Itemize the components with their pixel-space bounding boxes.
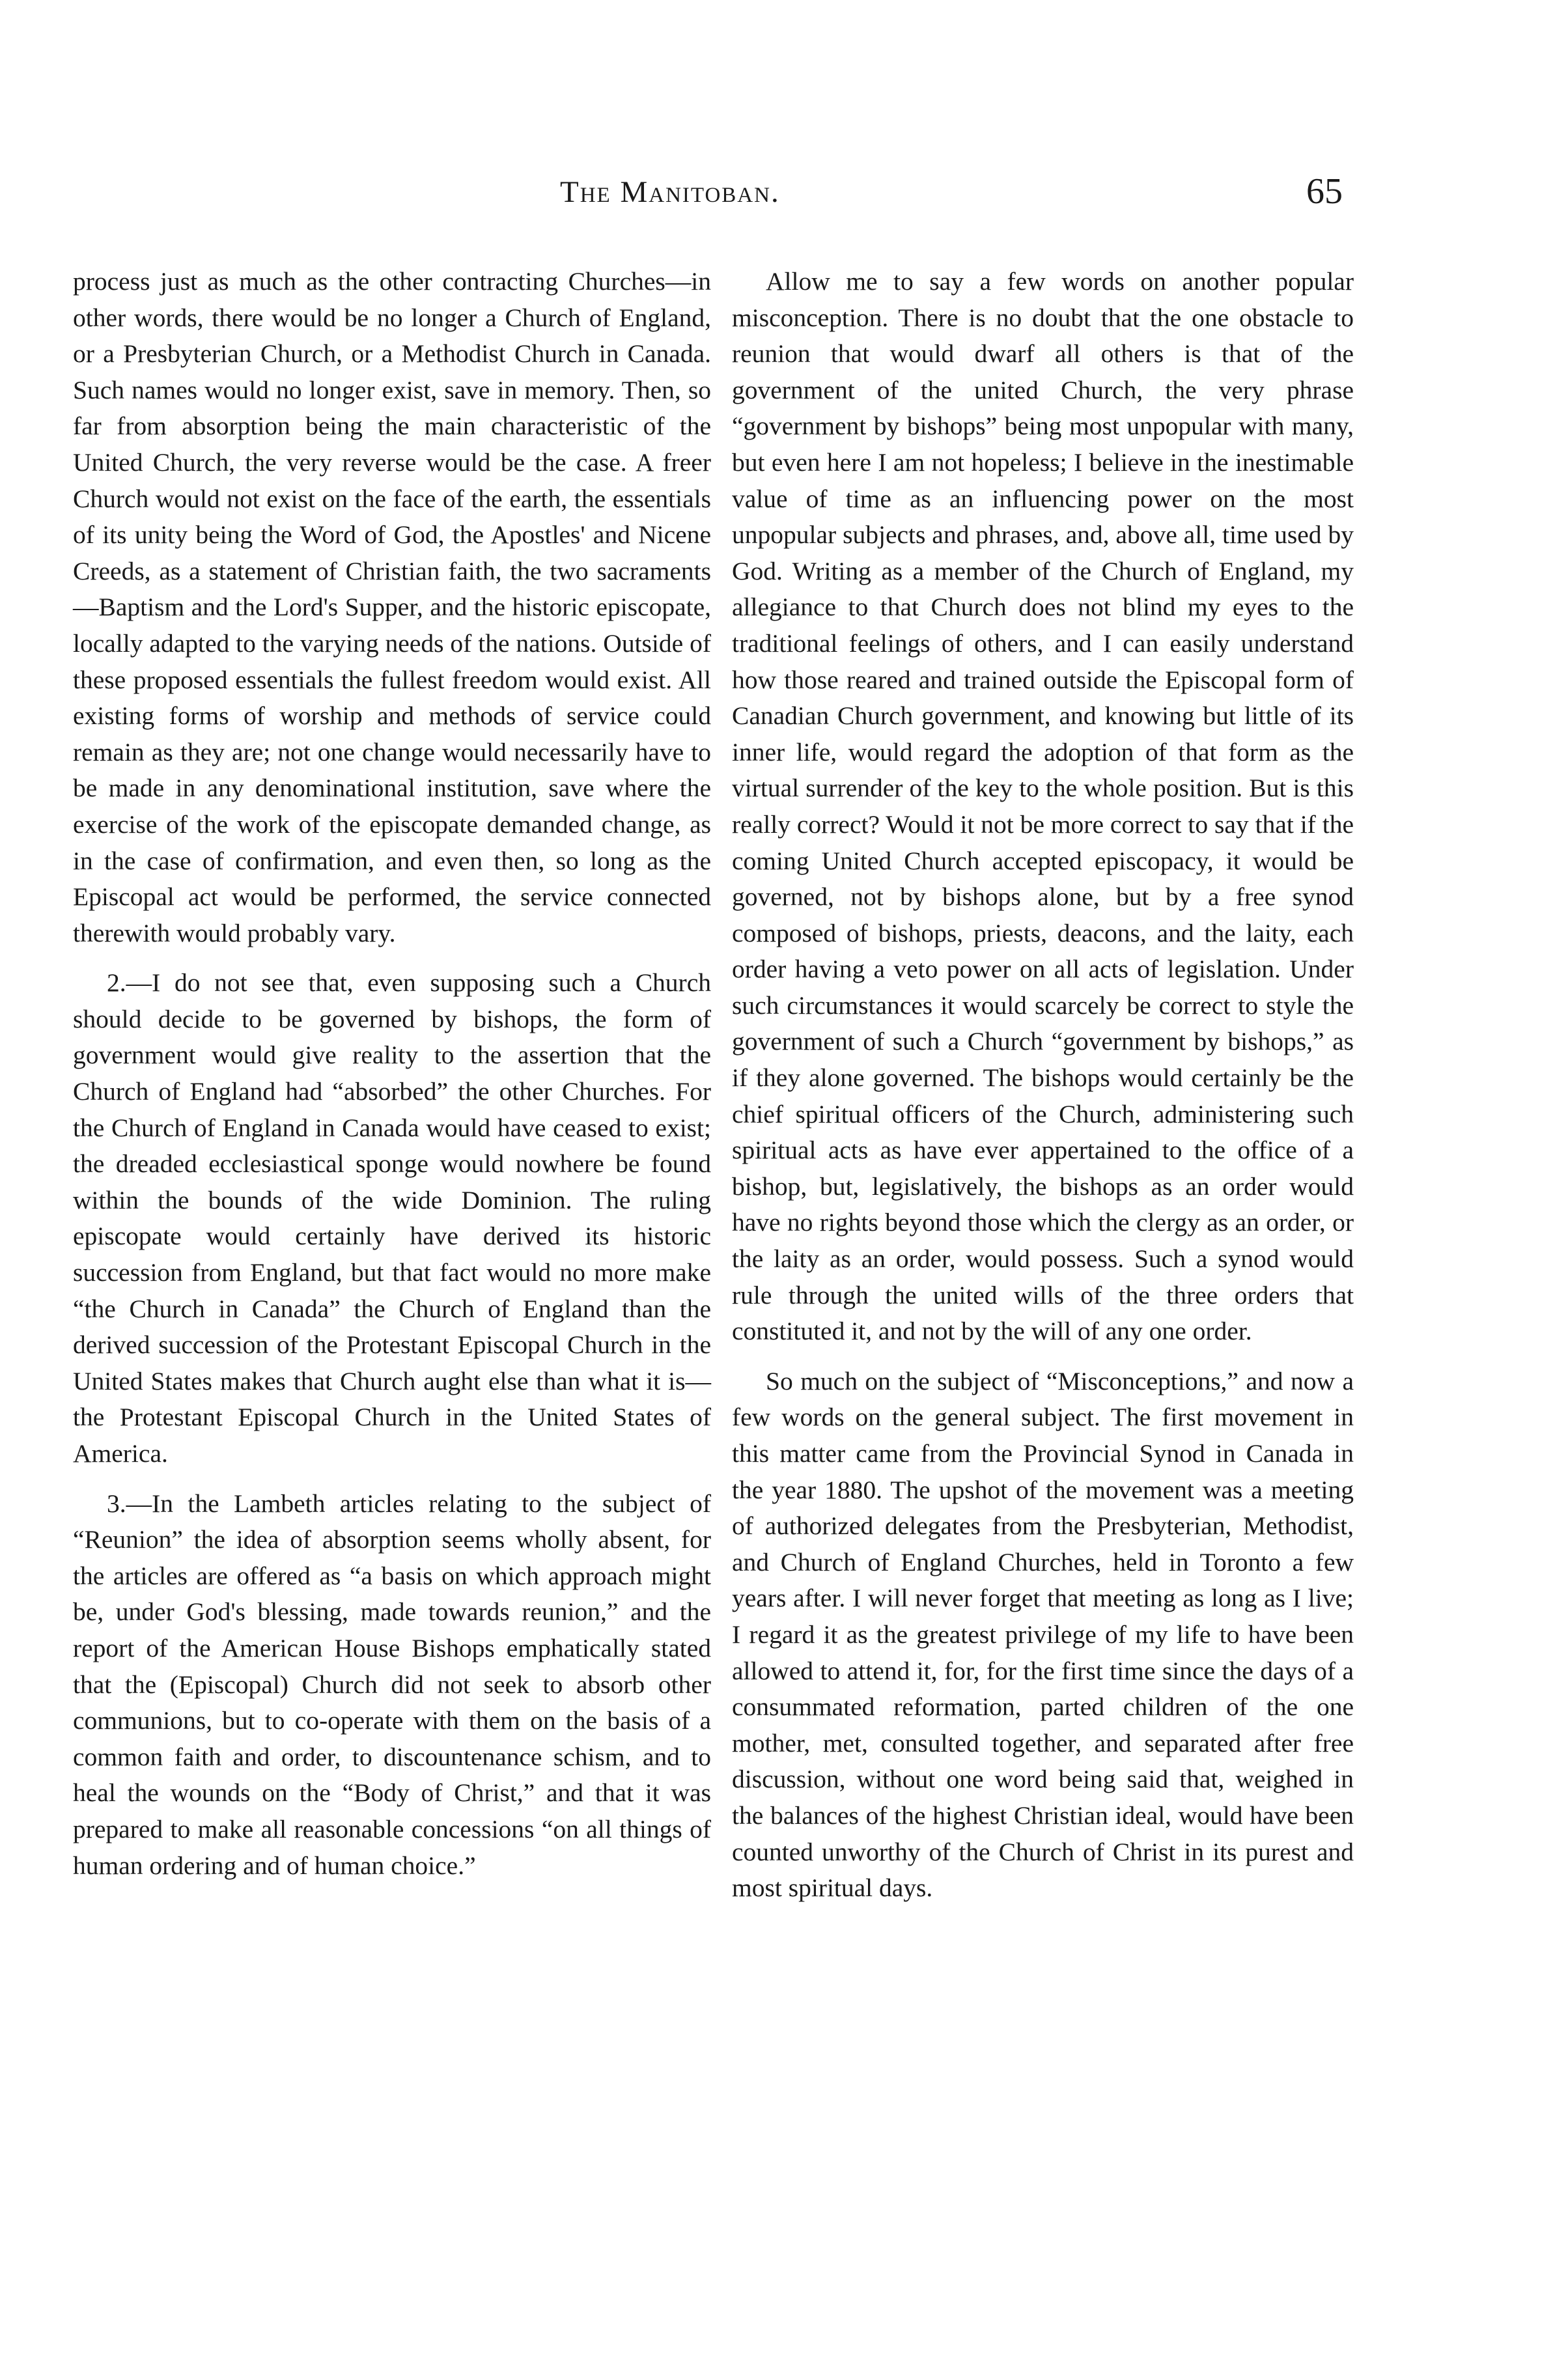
running-header	[0, 171, 1568, 227]
right-column	[732, 264, 1354, 1920]
paragraph: So much on the subject of “Misconceptions,” and now a few words on the general subject. The first movement in this matter came from the Provincial Synod in Canada in the year 1880. The upshot of the movement was a meeting of authorized delegates from the Presbyterian, Methodist, and Church of England Churches, held in Toronto a few years after. I will never forget that meeting as long as I live; I regard it as the greatest privilege of my life to have been allowed to attend it, for, for the first time since the days of a consummated reformation, parted children of the one mother, met, consulted together, and separated after free discussion, without one word being said that, weighed in the balances of the highest Christian ideal, would have been counted unworthy of the Church of Christ in its purest and most spiritual days.	[732, 1366, 1354, 1903]
paragraph: process just as much as the other contracting Churches—in other words, there would be no longer a Church of England, or a Presbyterian Church, or a Methodist Church in Canada. Such names would no longer exist, save in memory. Then, so far from absorption being the main characteristic of the United Church, the very reverse would be the case. A freer Church would not exist on the face of the earth, the essentials of its unity being the Word of God, the Apostles' and Nicene Creeds, as a statement of Christian faith, the two sacraments—Baptism and the Lord's Supper, and the historic episcopate, locally adapted to the varying needs of the nations. Outside of these proposed essentials the fullest freedom would exist. All existing forms of worship and methods of service could remain as they are; not one change would necessarily have to be made in any denominational institution, save where the exercise of the work of the episcopate demanded change, as in the case of confirmation, and even then, so long as the Episcopal act would be performed, the service connected therewith would probably vary.	[73, 267, 711, 947]
paragraph: 2.—I do not see that, even supposing such a Church should decide to be governed by bishops, the form of government would give reality to the assertion that the Church of England had “absorbed” the other Churches. For the Church of England in Canada would have ceased to exist; the dreaded ecclesiastical sponge would nowhere be found within the bounds of the wide Dominion. The ruling episcopate would certainly have derived its historic succession from England, but that fact would no more make “the Church in Canada” the Church of England than the derived succession of the Protestant Episcopal Church in the United States makes that Church aught else than what it is—the Protestant Episcopal Church in the United States of America.	[73, 968, 711, 1468]
paragraph: 3.—In the Lambeth articles relating to the subject of “Reunion” the idea of absorption seems wholly absent, for the articles are offered as “a basis on which approach might be, under God's blessing, made towards reunion,” and the report of the American House Bishops emphatically stated that the (Episcopal) Church did not seek to absorb other communions, but to co-operate with them on the basis of a common faith and order, to discountenance schism, and to heal the wounds on the “Body of Christ,” and that it was prepared to make all reasonable concessions “on all things of human ordering and of human choice.”	[73, 1489, 711, 1880]
left-column	[73, 264, 711, 1898]
paragraph: Allow me to say a few words on another popular misconception. There is no doubt that the one obstacle to reunion that would dwarf all others is that of the government of the united Church, the very phrase “government by bishops” being most unpopular with many, but even here I am not hopeless; I believe in the inestimable value of time as an influencing power on the most unpopular subjects and phrases, and, above all, time used by God. Writing as a member of the Church of England, my allegiance to that Church does not blind my eyes to the traditional feelings of others, and I can easily understand how those reared and trained outside the Episcopal form of Canadian Church government, and knowing but little of its inner life, would regard the adoption of that form as the virtual surrender of the key to the whole position. But is this really correct? Would it not be more correct to say that if the coming United Church accepted episcopacy, it would be governed, not by bishops alone, but by a free synod composed of bishops, priests, deacons, and the laity, each order having a veto power on all acts of legislation. Under such circumstances it would scarcely be correct to style the government of such a Church “government by bishops,” as if they alone governed. The bishops would certainly be the chief spiritual officers of the Church, administering such spiritual acts as have ever appertained to the office of a bishop, but, legislatively, the bishops as an order would have no rights beyond those which the clergy as an order, or the laity as an order, would possess. Such a synod would rule through the united wills of the three orders that constituted it, and not by the will of any one order.	[732, 267, 1354, 1346]
page-number: 65	[1306, 171, 1343, 212]
running-title: The Manitoban.	[560, 175, 780, 209]
